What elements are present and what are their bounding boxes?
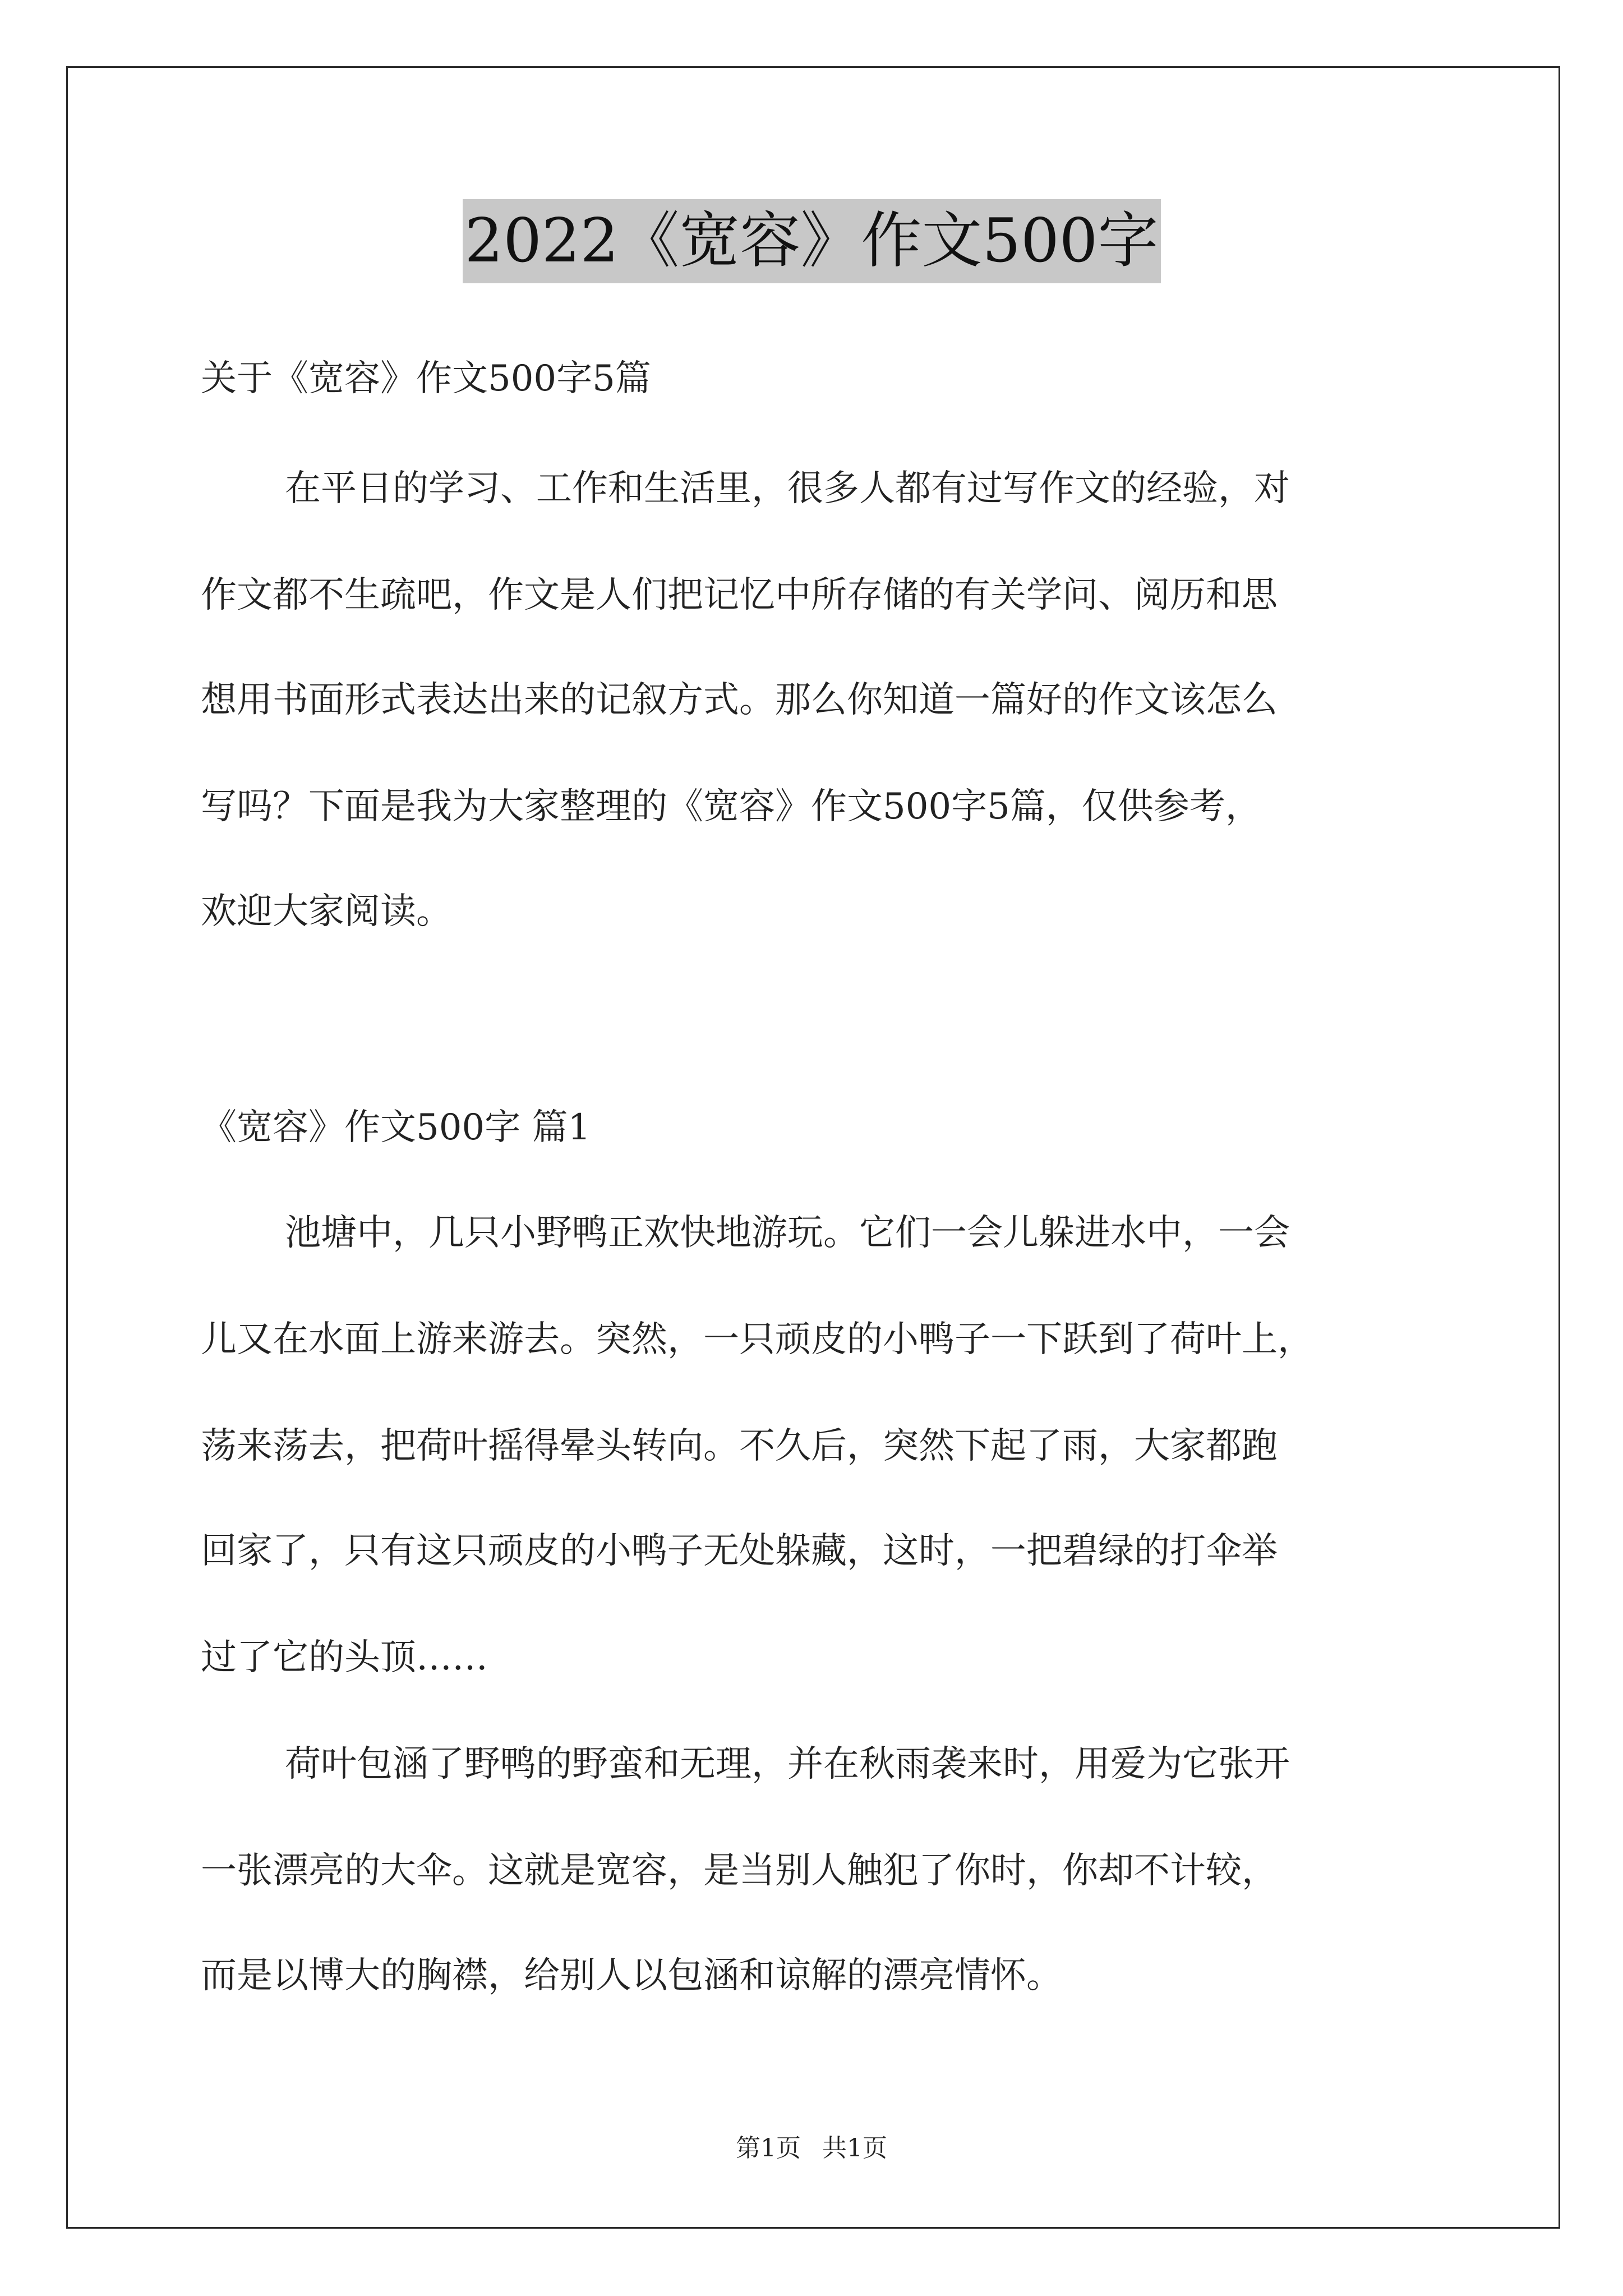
para2-line-3: 而是以博大的胸襟，给别人以包涵和谅解的漂亮情怀。 xyxy=(201,1955,1062,1996)
intro-line-1: 在平日的学习、工作和生活里，很多人都有过写作文的经验，对 xyxy=(285,468,1290,509)
intro-line-3: 想用书面形式表达出来的记叙方式。那么你知道一篇好的作文该怎么 xyxy=(201,679,1278,721)
intro-line-4: 写吗？下面是我为大家整理的《宽容》作文500字5篇，仅供参考， xyxy=(201,786,1261,827)
page-number-label: 第1页 xyxy=(736,2134,801,2162)
para1-line-5: 过了它的头顶…… xyxy=(201,1637,488,1678)
intro-line-5: 欢迎大家阅读。 xyxy=(201,891,452,932)
document-title: 2022《宽容》作文500字 xyxy=(463,199,1161,283)
total-pages-label: 共1页 xyxy=(822,2134,887,2162)
para1-line-2: 儿又在水面上游来游去。突然，一只顽皮的小鸭子一下跃到了荷叶上， xyxy=(201,1319,1313,1360)
intro-line-2: 作文都不生疏吧，作文是人们把记忆中所存储的有关学问、阅历和思 xyxy=(201,574,1278,616)
para2-line-1: 荷叶包涵了野鸭的野蛮和无理，并在秋雨袭来时，用爱为它张开 xyxy=(285,1743,1290,1785)
section-heading: 《宽容》作文500字 篇1 xyxy=(201,1107,591,1148)
para1-line-4: 回家了，只有这只顽皮的小鸭子无处躲藏，这时，一把碧绿的打伞举 xyxy=(201,1530,1278,1572)
title-container xyxy=(0,199,1623,283)
para1-line-1: 池塘中，几只小野鸭正欢快地游玩。它们一会儿躲进水中，一会 xyxy=(285,1212,1290,1254)
page-footer xyxy=(0,2132,1623,2165)
para2-line-2: 一张漂亮的大伞。这就是宽容，是当别人触犯了你时，你却不计较， xyxy=(201,1850,1278,1892)
document-subtitle: 关于《宽容》作文500字5篇 xyxy=(201,358,651,399)
para1-line-3: 荡来荡去，把荷叶摇得晕头转向。不久后，突然下起了雨，大家都跑 xyxy=(201,1425,1278,1467)
